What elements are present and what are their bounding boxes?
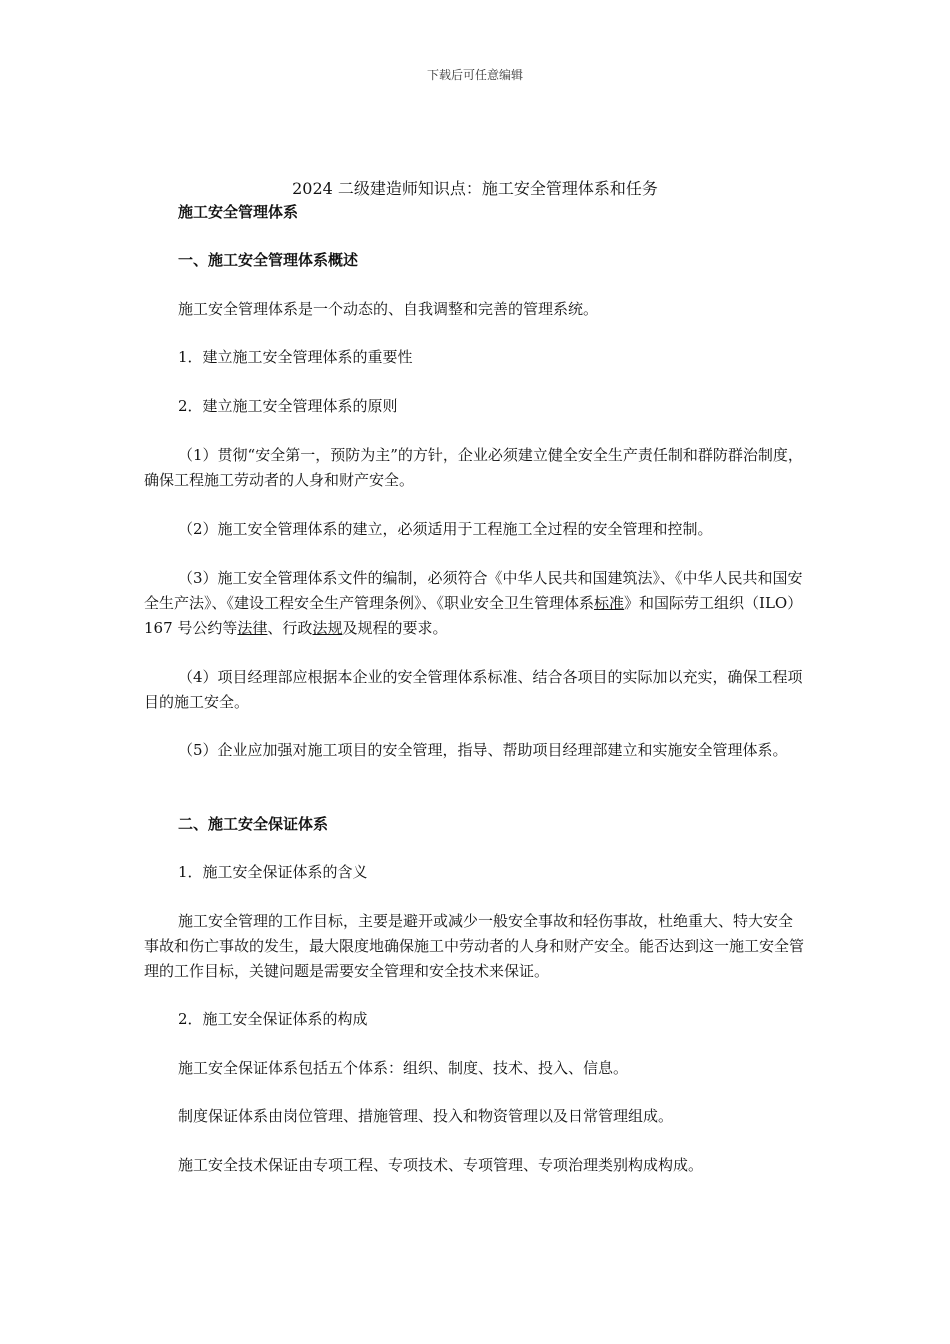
principle-3-text: 、行政 (267, 619, 313, 637)
link-standard[interactable]: 标准 (594, 594, 625, 612)
link-regulation[interactable]: 法规 (312, 619, 343, 637)
page-header: 下载后可任意编辑 (426, 68, 523, 82)
paragraph: 施工安全管理的工作目标，主要是避开或减少一般安全事故和轻伤事故，杜绝重大、特大安全事故和伤亡事故的发生，最大限度地确保施工中劳动者的人身和财产安全。能否达到这一施工安全管理的工作目标，关键问题是需要安全管理和安全技术来保证。 (144, 912, 805, 980)
principle-3-text: （3）施工安全管理体系文件的编制，必须符合《中华人民共和国建筑法》、《中华人民共和国安全生产法》、《建设工程安全生产管理条例》、《职业安全卫生管理体系 (144, 569, 803, 612)
list-item: 1．建立施工安全管理体系的重要性 (178, 348, 413, 366)
list-item: 2．建立施工安全管理体系的原则 (178, 397, 398, 415)
principle-3-text: 》和国际劳工组织（ILO）167 号公约等 (144, 594, 803, 637)
section-1-heading: 一、施工安全管理体系概述 (178, 251, 359, 269)
list-item: 1．施工安全保证体系的含义 (178, 863, 368, 881)
paragraph: 施工安全管理体系是一个动态的、自我调整和完善的管理系统。 (178, 300, 599, 318)
link-law[interactable]: 法律 (237, 619, 268, 637)
document-title: 2024 二级建造师知识点：施工安全管理体系和任务 (292, 179, 658, 198)
paragraph: 施工安全技术保证由专项工程、专项技术、专项管理、专项治理类别构成构成。 (178, 1156, 704, 1174)
section-main-heading: 施工安全管理体系 (178, 203, 299, 221)
principle-3 (144, 566, 804, 641)
principle-5: （5）企业应加强对施工项目的安全管理，指导、帮助项目经理部建立和实施安全管理体系。 (178, 741, 788, 759)
paragraph: 施工安全保证体系包括五个体系：组织、制度、技术、投入、信息。 (178, 1059, 629, 1077)
principle-2: （2）施工安全管理体系的建立，必须适用于工程施工全过程的安全管理和控制。 (178, 520, 713, 538)
list-item: 2．施工安全保证体系的构成 (178, 1010, 368, 1028)
principle-4: （4）项目经理部应根据本企业的安全管理体系标准、结合各项目的实际加以充实，确保工程项目的施工安全。 (144, 668, 803, 711)
section-2-heading: 二、施工安全保证体系 (178, 815, 329, 833)
principle-3-text: 及规程的要求。 (342, 619, 448, 637)
principle-1: （1）贯彻“安全第一，预防为主”的方针，企业必须建立健全安全生产责任制和群防群治制度，确保工程施工劳动者的人身和财产安全。 (144, 446, 803, 489)
paragraph: 制度保证体系由岗位管理、措施管理、投入和物资管理以及日常管理组成。 (178, 1107, 674, 1125)
